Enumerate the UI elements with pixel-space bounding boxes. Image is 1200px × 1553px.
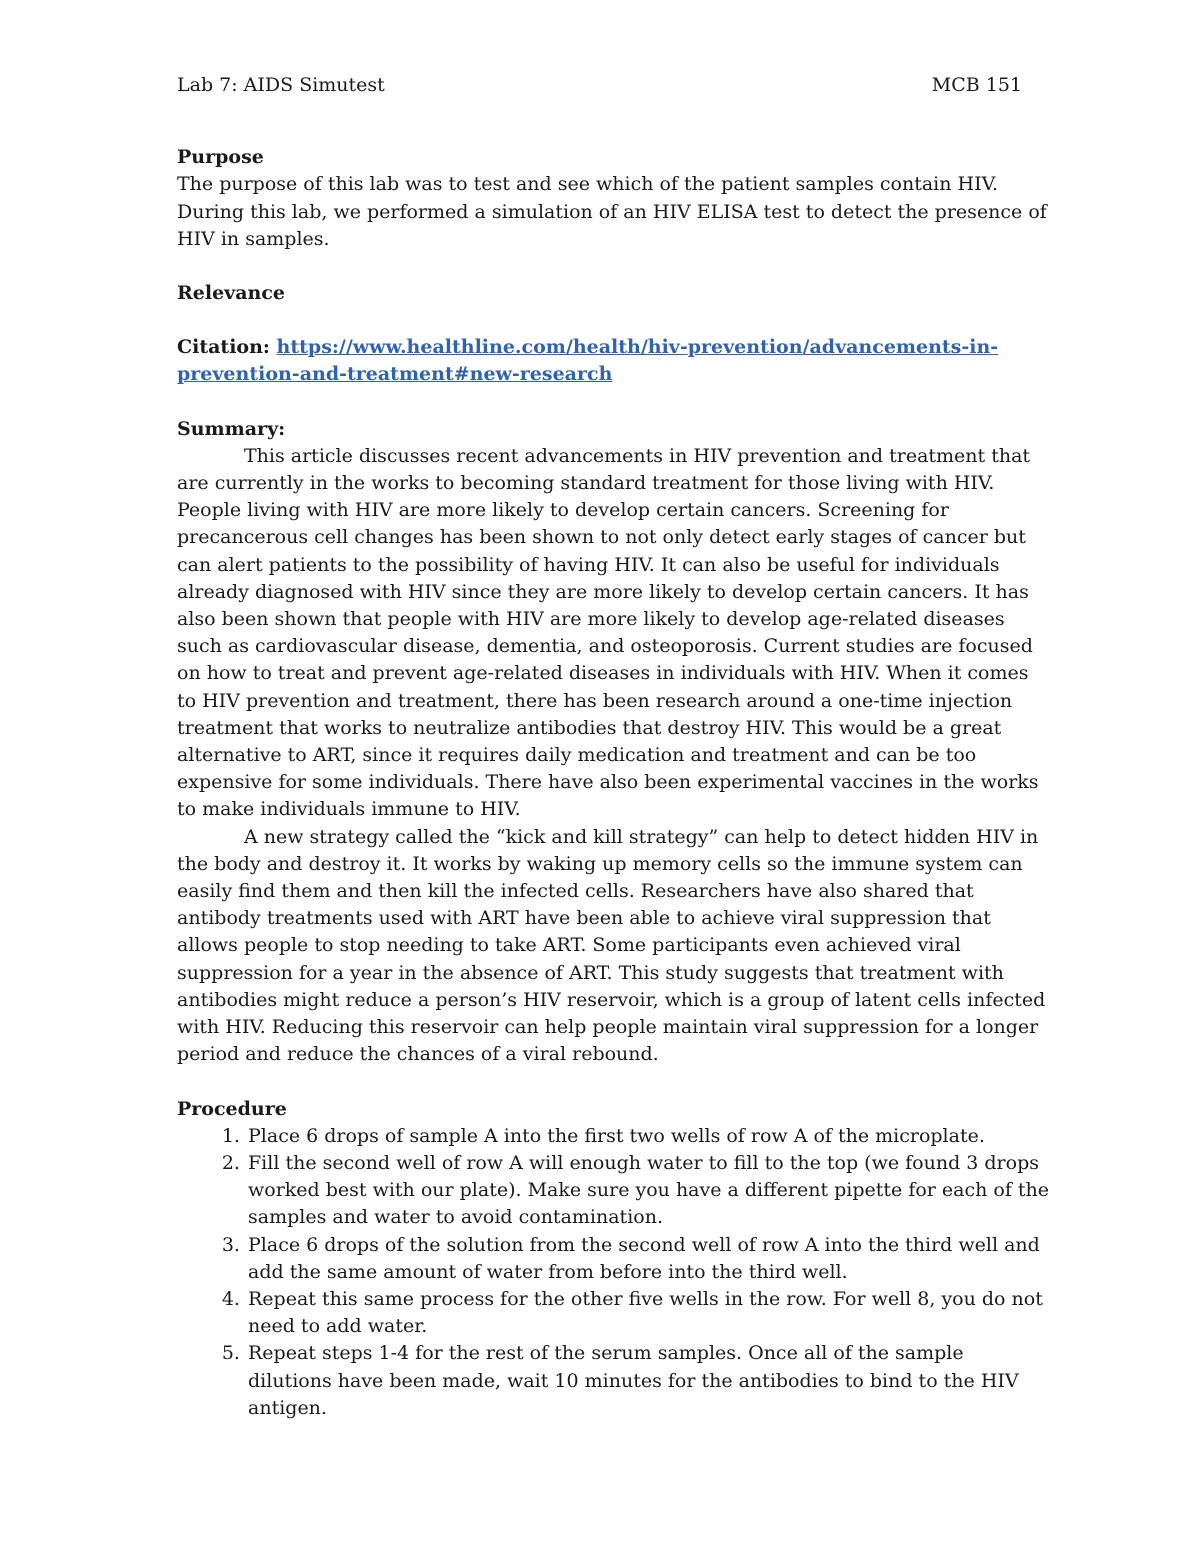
relevance-section	[177, 280, 1050, 389]
procedure-section	[177, 1096, 1050, 1422]
procedure-heading: Procedure	[177, 1097, 287, 1120]
procedure-step: 2. Fill the second well of row A will enough water to fill to the top (we found 3 drops worked best with our plate). Make sure you have a different pipette for each of the samples and water to avoid contamination.	[246, 1150, 1050, 1232]
procedure-step: 4. Repeat this same process for the other five wells in the row. For well 8, you do not need to add water.	[246, 1286, 1050, 1340]
purpose-heading: Purpose	[177, 146, 264, 169]
header-course-code: MCB 151	[931, 74, 1022, 96]
summary-paragraph-2: A new strategy called the “kick and kill strategy” can help to detect hidden HIV in the body and destroy it. It works by waking up memory cells so the immune system can easily find them and then kill the infected cells. Researchers have also shared that antibody treatments used with ART have been able to achieve viral suppression that allows people to stop needing to take ART. Some participants even achieved viral suppression for a year in the absence of ART. This study suggests that treatment with antibodies might reduce a person’s HIV reservoir, which is a group of latent cells infected with HIV. Reducing this reservoir can help people maintain viral suppression for a longer period and reduce the chances of a viral rebound.	[177, 825, 1046, 1066]
header-lab-title: Lab 7: AIDS Simutest	[177, 74, 385, 96]
summary-heading: Summary:	[177, 417, 286, 440]
citation	[177, 334, 1050, 388]
citation-label: Citation:	[177, 336, 270, 359]
purpose-text: The purpose of this lab was to test and see which of the patient samples contain HIV. During this lab, we performed a simulation of an HIV ELISA test to detect the presence of HIV in samples.	[177, 173, 1047, 250]
citation-link-line2: prevention-and-treatment#new-research	[177, 363, 613, 386]
citation-link[interactable]	[177, 336, 998, 385]
procedure-step: 5. Repeat steps 1-4 for the rest of the serum samples. Once all of the sample dilutions have been made, wait 10 minutes for the antibodies to bind to the HIV antigen.	[246, 1340, 1050, 1422]
procedure-steps-list	[177, 1123, 1050, 1422]
procedure-step: 1. Place 6 drops of sample A into the first two wells of row A of the microplate.	[246, 1123, 1050, 1150]
summary-paragraph-1: This article discusses recent advancements in HIV prevention and treatment that are currently in the works to becoming standard treatment for those living with HIV. People living with HIV are more likely to develop certain cancers. Screening for precancerous cell changes has been shown to not only detect early stages of cancer but can alert patients to the possibility of having HIV. It can also be useful for individuals already diagnosed with HIV since they are more likely to develop certain cancers. It has also been shown that people with HIV are more likely to develop age-related diseases such as cardiovascular disease, dementia, and osteoporosis. Current studies are focused on how to treat and prevent age-related diseases in individuals with HIV. When it comes to HIV prevention and treatment, there has been research around a one-time injection treatment that works to neutralize antibodies that destroy HIV. This would be a great alternative to ART, since it requires daily medication and treatment and can be too expensive for some individuals. There have also been experimental vaccines in the works to make individuals immune to HIV.	[177, 444, 1039, 821]
summary-section	[177, 416, 1050, 1069]
page-header	[177, 72, 1050, 99]
relevance-heading: Relevance	[177, 282, 286, 305]
procedure-step: 3. Place 6 drops of the solution from the second well of row A into the third well and add the same amount of water from before into the third well.	[246, 1232, 1050, 1286]
purpose-section	[177, 144, 1050, 253]
citation-link-line1: https://www.healthline.com/health/hiv-prevention/advancements-in-	[276, 336, 999, 359]
